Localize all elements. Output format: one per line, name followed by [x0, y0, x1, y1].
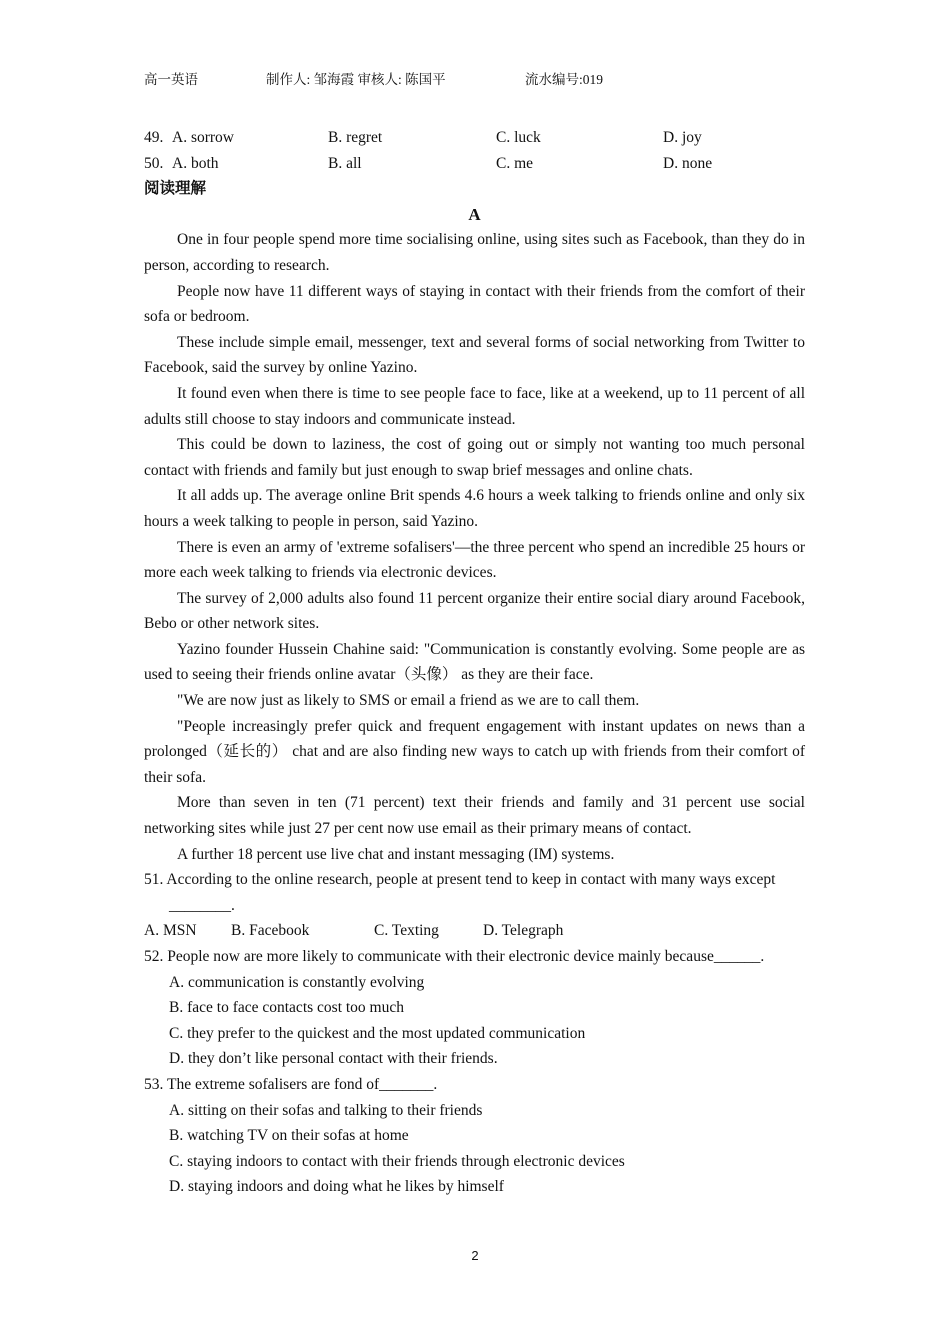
option-a: A. communication is constantly evolving [169, 973, 425, 991]
passage-paragraph: There is even an army of 'extreme sofalisers'—the three percent who spend an incredible 25 hours or more each week talking to friends via electronic devices. [144, 538, 805, 582]
passage-paragraph: The survey of 2,000 adults also found 11 percent organize their entire social diary around Facebook, Bebo or other network sites. [144, 589, 805, 633]
option-c: C. Texting [374, 922, 439, 940]
passage-paragraph: Yazino founder Hussein Chahine said: "Communication is constantly evolving. Some people are as used to seeing their friends online avatar（头像） as they are their face. [144, 640, 805, 684]
passage-paragraph: It all adds up. The average online Brit spends 4.6 hours a week talking to friends online and only six hours a week talking to people in person, said Yazino. [144, 487, 805, 530]
option-d: D. joy [663, 129, 702, 146]
passage-title: A [468, 204, 481, 224]
passage-paragraph: These include simple email, messenger, text and several forms of social networking from Twitter to Facebook, said the survey by online Yazino. [144, 333, 805, 377]
passage-paragraph: "People increasingly prefer quick and frequent engagement with instant updates on news than a prolonged（延长的） chat and are also finding new ways to catch up with friends from their comfort of their sofa. [144, 717, 805, 786]
header-author: 制作人: 邹海霞 审核人: 陈国平 [266, 72, 446, 87]
option-c: C. me [496, 154, 534, 172]
question-options [144, 918, 805, 944]
option-d: D. none [663, 154, 713, 172]
option-c: C. luck [496, 129, 541, 146]
passage-paragraph: More than seven in ten (71 percent) text their friends and family and 31 percent use social networking sites while just 27 per cent now use email as their primary means of contact. [144, 794, 805, 838]
option-d: D. staying indoors and doing what he likes by himself [169, 1178, 504, 1196]
option-d: D. they don’t like personal contact with their friends. [169, 1050, 498, 1068]
header-serial: 流水编号:019 [525, 72, 604, 87]
passage-paragraph: It found even when there is time to see people face to face, like at a weekend, up to 11 percent of all adults still choose to stay indoors and communicate instead. [144, 384, 805, 428]
option-d: D. Telegraph [483, 922, 564, 940]
page-content [144, 125, 805, 1200]
option-a: A. MSN [144, 922, 197, 940]
passage-paragraph: A further 18 percent use live chat and instant messaging (IM) systems. [177, 845, 615, 863]
passage-paragraph: "We are now just as likely to SMS or email a friend as we are to call them. [177, 692, 640, 710]
option-c: C. staying indoors to contact with their friends through electronic devices [169, 1152, 625, 1170]
option-b: B. regret [328, 129, 383, 146]
question-stem: 53. The extreme sofalisers are fond of_______. [144, 1075, 438, 1093]
passage-paragraph: One in four people spend more time socialising online, using sites such as Facebook, than they do in person, according to research. [144, 231, 805, 274]
option-b: B. watching TV on their sofas at home [169, 1127, 409, 1145]
option-b: B. all [328, 154, 362, 172]
question-52 [144, 944, 805, 1072]
option-a: A. sorrow [172, 129, 234, 146]
option-b: B. Facebook [231, 922, 310, 940]
passage-paragraph: People now have 11 different ways of staying in contact with their friends from the comfort of their sofa or bedroom. [144, 282, 805, 326]
question-number: 49. [144, 129, 164, 146]
option-b: B. face to face contacts cost too much [169, 999, 404, 1017]
option-c: C. they prefer to the quickest and the most updated communication [169, 1024, 586, 1042]
passage-paragraph: This could be down to laziness, the cost of going out or simply not wanting too much personal contact with friends and family but just enough to swap brief messages and online chats. [144, 436, 805, 479]
cloze-row-49 [144, 125, 805, 151]
option-a: A. sitting on their sofas and talking to their friends [169, 1101, 483, 1119]
cloze-row-50 [144, 151, 805, 177]
question-51 [144, 867, 805, 944]
question-stem: 51. According to the online research, people at present tend to keep in contact with many ways except ________. [144, 871, 776, 914]
section-title: 阅读理解 [144, 180, 207, 198]
header-subject: 高一英语 [144, 72, 198, 87]
option-a: A. both [172, 154, 219, 172]
question-number: 50. [144, 154, 164, 172]
question-53 [144, 1072, 805, 1200]
page-number: 2 [471, 1248, 479, 1263]
question-stem: 52. People now are more likely to communicate with their electronic device mainly because______. [144, 948, 765, 965]
